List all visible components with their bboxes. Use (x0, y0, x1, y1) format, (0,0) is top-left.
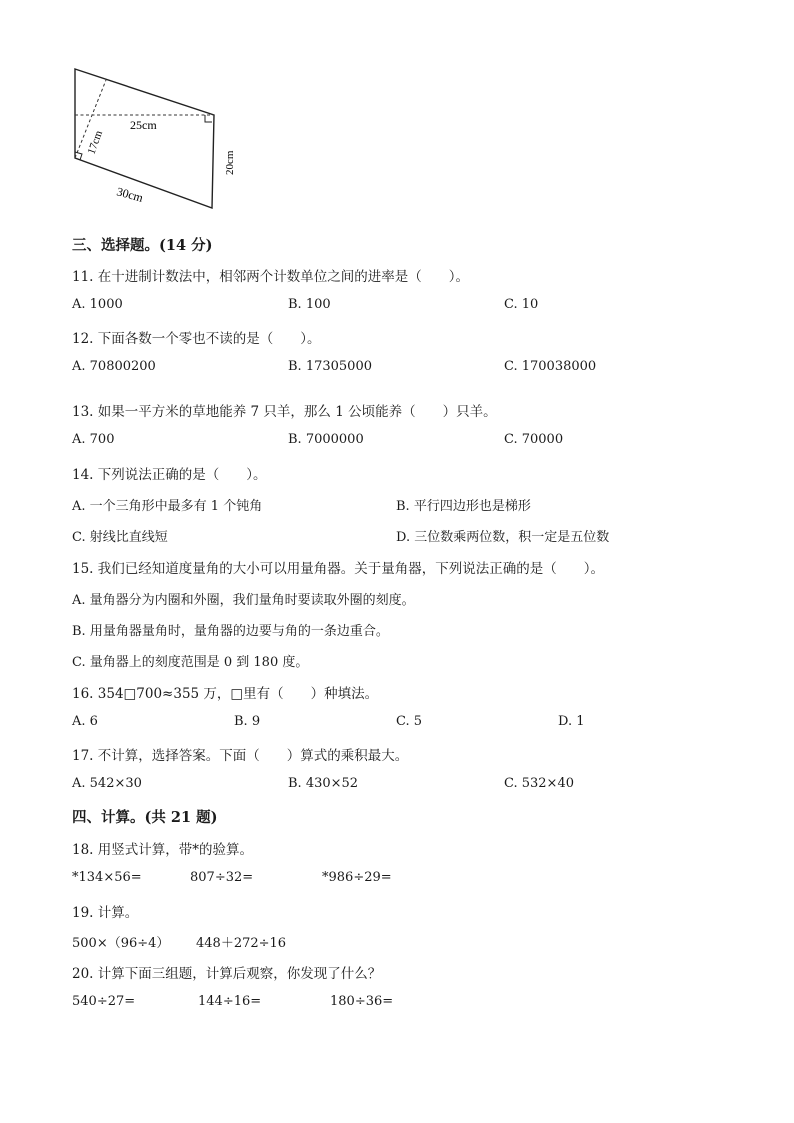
section-four-heading: 四、计算。(共 21 题) (72, 809, 218, 826)
q19-expression-1: 500×（96÷4） (72, 936, 170, 951)
q17-option-a: A. 542×30 (72, 776, 142, 791)
question-16: 16. 354□700≈355 万，□里有（ ）种填法。 (72, 686, 379, 702)
q14-option-b: B. 平行四边形也是梯形 (396, 499, 531, 514)
right-angle-mark-top (205, 115, 212, 122)
q12-option-a: A. 70800200 (72, 359, 156, 374)
q15-option-c: C. 量角器上的刻度范围是 0 到 180 度。 (72, 655, 309, 670)
section-three-heading: 三、选择题。(14 分) (72, 237, 213, 254)
q18-expression-3: *986÷29= (322, 870, 392, 885)
q16-option-a: A. 6 (72, 714, 98, 729)
q12-option-b: B. 17305000 (288, 359, 372, 374)
q17-option-c: C. 532×40 (504, 776, 574, 791)
label-20cm: 20cm (224, 150, 236, 175)
q20-expression-1: 540÷27= (72, 994, 136, 1009)
q16-option-c: C. 5 (396, 714, 423, 729)
question-19: 19. 计算。 (72, 905, 139, 921)
q13-option-a: A. 700 (72, 432, 115, 447)
question-11: 11. 在十进制计数法中，相邻两个计数单位之间的进率是（ ）。 (72, 269, 470, 285)
label-17cm: 17cm (85, 128, 106, 157)
q19-expression-2: 448＋272÷16 (196, 936, 287, 951)
q18-expression-2: 807÷32= (190, 870, 254, 885)
question-18: 18. 用竖式计算，带*的验算。 (72, 842, 254, 858)
q16-option-b: B. 9 (234, 714, 261, 729)
q15-option-b: B. 用量角器量角时，量角器的边要与角的一条边重合。 (72, 624, 389, 639)
q18-expression-1: *134×56= (72, 870, 142, 885)
question-20: 20. 计算下面三组题，计算后观察，你发现了什么？ (72, 966, 382, 982)
question-12: 12. 下面各数一个零也不读的是（ ）。 (72, 331, 321, 347)
q20-expression-2: 144÷16= (198, 994, 262, 1009)
q11-option-b: B. 100 (288, 297, 331, 312)
q11-option-c: C. 10 (504, 297, 539, 312)
q14-option-c: C. 射线比直线短 (72, 530, 168, 545)
question-17: 17. 不计算，选择答案。下面（ ）算式的乘积最大。 (72, 748, 409, 764)
label-30cm: 30cm (115, 184, 145, 205)
q12-option-c: C. 170038000 (504, 359, 597, 374)
q15-option-a: A. 量角器分为内圈和外圈，我们量角时要读取外圈的刻度。 (72, 593, 415, 608)
q17-option-b: B. 430×52 (288, 776, 359, 791)
q14-option-d: D. 三位数乘两位数，积一定是五位数 (396, 530, 610, 545)
q13-option-b: B. 7000000 (288, 432, 364, 447)
question-15: 15. 我们已经知道度量角的大小可以用量角器。关于量角器，下列说法正确的是（ ）。 (72, 561, 605, 577)
q16-option-d: D. 1 (558, 714, 585, 729)
question-14: 14. 下列说法正确的是（ ）。 (72, 467, 267, 483)
trapezoid-figure (60, 60, 260, 220)
q13-option-c: C. 70000 (504, 432, 564, 447)
q14-option-a: A. 一个三角形中最多有 1 个钝角 (72, 499, 263, 514)
q11-option-a: A. 1000 (72, 297, 123, 312)
question-13: 13. 如果一平方米的草地能养 7 只羊，那么 1 公顷能养（ ）只羊。 (72, 404, 497, 420)
q20-expression-3: 180÷36= (330, 994, 394, 1009)
label-25cm: 25cm (130, 118, 157, 132)
